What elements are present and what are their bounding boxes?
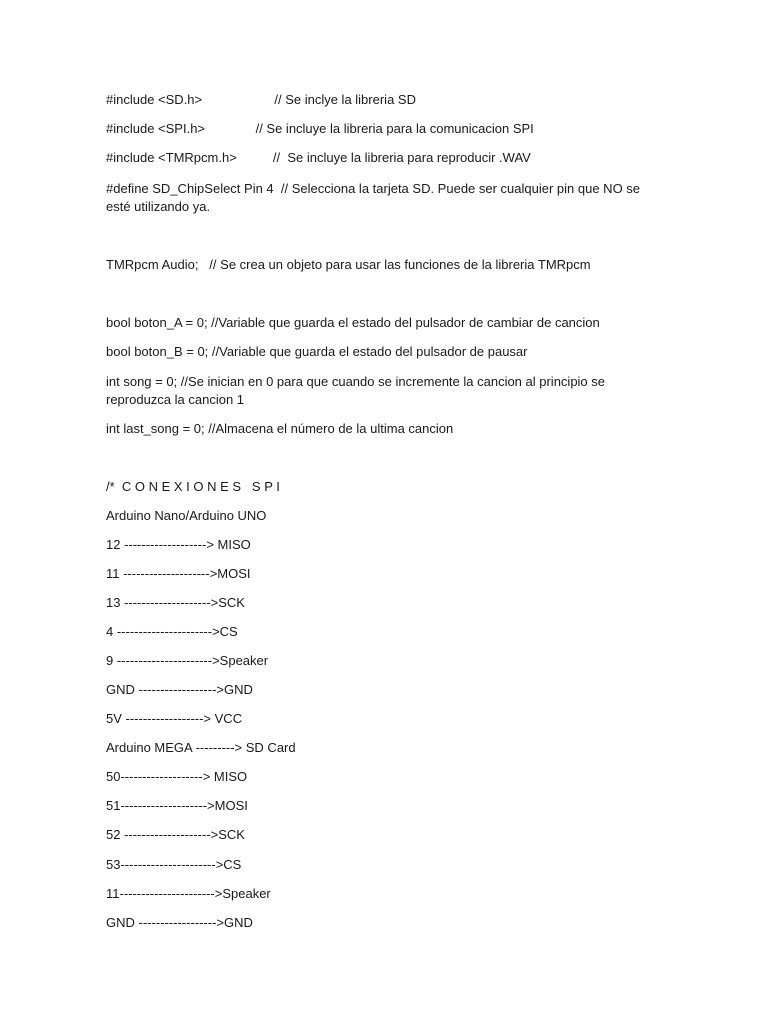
variable-last-song: int last_song = 0; //Almacena el número de la ultima cancion	[106, 421, 454, 436]
mega-title: Arduino MEGA ---------> SD Card	[106, 740, 296, 755]
nano-title: Arduino Nano/Arduino UNO	[106, 508, 267, 523]
mega-pin-cs: 53---------------------->CS	[106, 857, 242, 872]
nano-pin-sck: 13 -------------------->SCK	[106, 595, 245, 610]
nano-pin-cs: 4 ---------------------->CS	[106, 624, 238, 639]
audio-object-line: TMRpcm Audio; // Se crea un objeto para usar las funciones de la libreria TMRpcm	[106, 257, 591, 272]
mega-pin-sck: 52 -------------------->SCK	[106, 827, 245, 842]
variable-song: int song = 0; //Se inician en 0 para que cuando se incremente la cancion al principio se reproduzca la cancion 1	[106, 374, 609, 407]
nano-pin-mosi: 11 -------------------->MOSI	[106, 566, 251, 581]
include-tmrpcm-line: #include <TMRpcm.h> // Se incluye la libreria para reproducir .WAV	[106, 150, 531, 165]
mega-pin-speaker: 11---------------------->Speaker	[106, 886, 271, 901]
mega-pin-gnd: GND ------------------>GND	[106, 915, 253, 930]
nano-pin-gnd: GND ------------------>GND	[106, 682, 253, 697]
variable-boton-b: bool boton_B = 0; //Variable que guarda el estado del pulsador de pausar	[106, 344, 528, 359]
connections-heading: /* C O N E X I O N E S S P I	[106, 479, 280, 494]
include-spi-line: #include <SPI.h> // Se incluye la libreria para la comunicacion SPI	[106, 121, 534, 136]
nano-pin-speaker: 9 ---------------------->Speaker	[106, 653, 269, 668]
variable-boton-a: bool boton_A = 0; //Variable que guarda el estado del pulsador de cambiar de cancion	[106, 315, 600, 330]
include-sd-line: #include <SD.h> // Se inclye la libreria SD	[106, 92, 416, 107]
nano-pin-vcc: 5V ------------------> VCC	[106, 711, 243, 726]
mega-pin-mosi: 51-------------------->MOSI	[106, 798, 248, 813]
nano-pin-miso: 12 -------------------> MISO	[106, 537, 251, 552]
mega-pin-miso: 50-------------------> MISO	[106, 769, 248, 784]
define-line: #define SD_ChipSelect Pin 4 // Selecciona la tarjeta SD. Puede ser cualquier pin que NO se esté utilizando ya.	[106, 181, 644, 214]
